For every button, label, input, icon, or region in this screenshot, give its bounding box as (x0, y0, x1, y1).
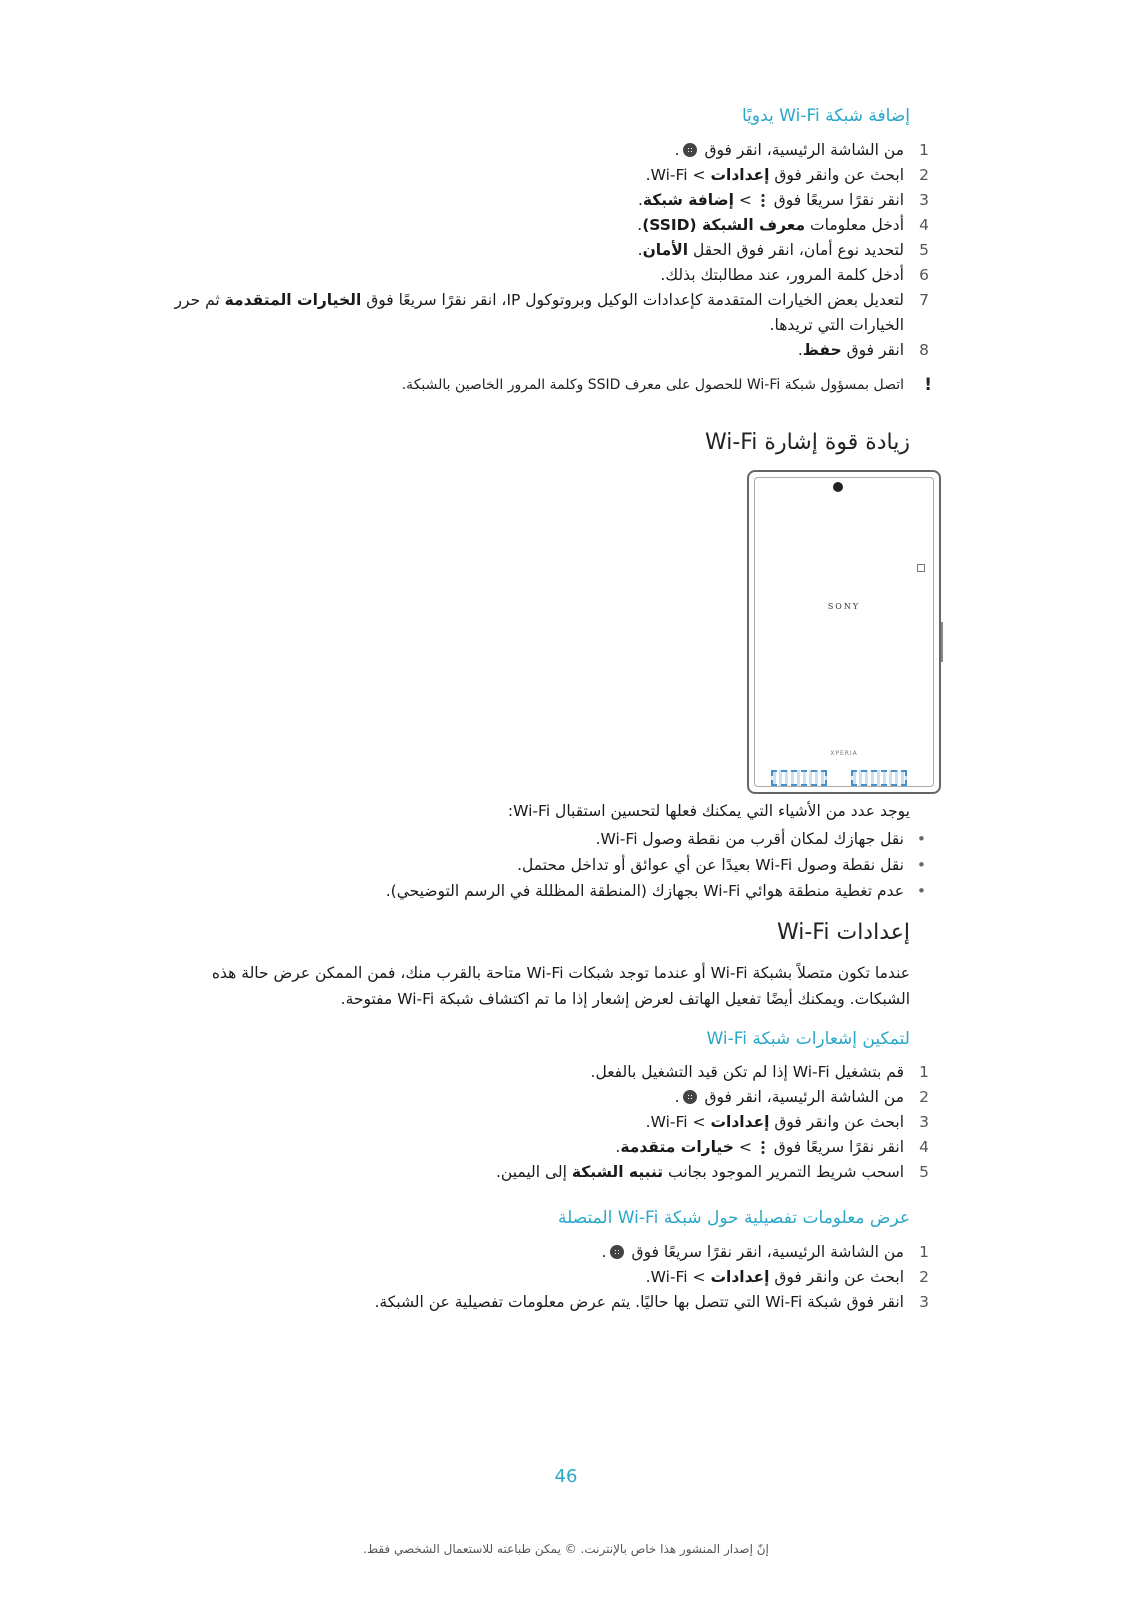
step-number: 3 (919, 191, 929, 209)
step-item (152, 188, 932, 213)
tablet-body (754, 477, 934, 787)
ui-term: إعدادات (710, 1268, 770, 1286)
step-text-part: ابحث عن وانقر فوق (769, 1268, 904, 1286)
antenna-area-left (771, 770, 827, 786)
step-number: 4 (919, 216, 929, 234)
step-separator: > (733, 191, 757, 209)
step-item (152, 338, 932, 363)
step-text-part: من الشاشة الرئيسية، انقر فوق (699, 1088, 904, 1106)
step-text-part: أدخل كلمة المرور، عند مطالبتك بذلك. (660, 266, 904, 284)
apps-grid-icon (610, 1245, 624, 1259)
ui-term: الخيارات المتقدمة (224, 291, 362, 309)
step-text (602, 1240, 904, 1265)
section-heading: إعدادات Wi-Fi (776, 920, 910, 945)
footer-text: إنّ إصدار المنشور هذا خاص بالإنترنت. © يمكن طباعته للاستعمال الشخصي فقط. (363, 1542, 769, 1556)
step-number: 4 (919, 1138, 929, 1156)
section-heading: زيادة قوة إشارة Wi-Fi (704, 430, 910, 455)
steps-list-details (152, 1240, 932, 1315)
list-item-text: نقل نقطة وصول Wi-Fi بعيدًا عن أي عوائق أو تداخل محتمل. (517, 856, 904, 874)
step-item (152, 1110, 932, 1135)
steps-list-notifications (152, 1060, 932, 1185)
bullet-icon: • (916, 830, 926, 848)
step-text (164, 288, 904, 338)
step-number: 1 (919, 1063, 929, 1081)
overflow-menu-icon (761, 193, 765, 207)
ui-term: إضافة شبكة (642, 191, 734, 209)
note-text: اتصل بمسؤول شبكة Wi-Fi للحصول على معرف SSID وكلمة المرور الخاصين بالشبكة. (401, 377, 904, 393)
step-text-part: . (797, 341, 803, 359)
step-item (152, 213, 932, 238)
step-number: 2 (919, 1088, 929, 1106)
step-text-part: ابحث عن وانقر فوق (769, 166, 904, 184)
step-text-part: > Wi-Fi. (645, 166, 711, 184)
step-number: 3 (919, 1293, 929, 1311)
step-number: 6 (919, 266, 929, 284)
section-subheading: إضافة شبكة Wi-Fi يدويًا (741, 106, 910, 126)
step-separator: > (733, 1138, 757, 1156)
ui-term: إعدادات (710, 1113, 770, 1131)
step-text (798, 338, 904, 363)
step-text-part: . (615, 1138, 621, 1156)
list-item (152, 852, 932, 878)
step-text-part: إلى اليمين. (496, 1163, 572, 1181)
step-text-part: ثم حرر الخيارات التي تريدها. (174, 291, 904, 334)
apps-grid-icon (683, 143, 697, 157)
step-text (638, 238, 904, 263)
paragraph: عندما تكون متصلاً بشبكة Wi-Fi أو عندما توجد شبكات Wi-Fi متاحة بالقرب منك، فمن الممكن عرض حالة هذه الشبكات. ويمكنك أيضًا تفعيل الهاتف لعرض إشعار إذا ما تم اكتشاف شبكة Wi-Fi مفتوحة. (211, 964, 910, 1008)
step-number: 1 (919, 1243, 929, 1261)
step-item (152, 288, 932, 338)
step-text-part: أدخل معلومات (805, 216, 904, 234)
step-text-part: . (637, 216, 643, 234)
ui-term: إعدادات (710, 166, 770, 184)
step-text-part: لتعديل بعض الخيارات المتقدمة كإعدادات الوكيل وبروتوكول IP، انقر نقرًا سريعًا فوق (361, 291, 904, 309)
warning-icon: ! (924, 375, 932, 395)
section-subheading: لتمكين إشعارات شبكة Wi-Fi (706, 1029, 910, 1049)
step-text-part: انقر نقرًا سريعًا فوق (768, 1138, 904, 1156)
step-text (637, 213, 904, 238)
step-item (152, 1060, 932, 1085)
step-number: 2 (919, 166, 929, 184)
list-item (152, 878, 932, 904)
apps-grid-icon (683, 1090, 697, 1104)
step-text (615, 1135, 904, 1160)
tablet-brand: SONY (827, 602, 861, 611)
step-item (152, 238, 932, 263)
step-item (152, 163, 932, 188)
step-item (152, 138, 932, 163)
tablet-model: XPERIA (830, 750, 858, 757)
tips-list (152, 826, 932, 904)
step-number: 5 (919, 1163, 929, 1181)
step-number: 3 (919, 1113, 929, 1131)
step-number: 8 (919, 341, 929, 359)
bullet-icon: • (916, 856, 926, 874)
bullet-icon: • (916, 882, 926, 900)
step-number: 1 (919, 141, 929, 159)
step-number: 7 (919, 291, 929, 309)
ui-term: خيارات متقدمة (620, 1138, 734, 1156)
step-text (646, 163, 904, 188)
list-item-text: نقل جهازك لمكان أقرب من نقطة وصول Wi-Fi. (595, 830, 904, 848)
page-number: 46 (554, 1466, 578, 1487)
step-text-part: اسحب شريط التمرير الموجود بجانب (663, 1163, 904, 1181)
step-text-part: . (637, 241, 643, 259)
step-item (152, 1085, 932, 1110)
step-text (638, 188, 904, 213)
step-item (152, 1265, 932, 1290)
step-text-part: لتحديد نوع أمان، انقر فوق الحقل (688, 241, 904, 259)
step-text (646, 1110, 904, 1135)
step-text-part: . (637, 191, 643, 209)
step-text-part: انقر فوق شبكة Wi-Fi التي تتصل بها حاليًا. يتم عرض معلومات تفصيلية عن الشبكة. (374, 1293, 904, 1311)
tablet-back-illustration (747, 470, 941, 794)
ui-term: معرف الشبكة (SSID) (642, 216, 806, 234)
step-text-part: > Wi-Fi. (645, 1113, 711, 1131)
list-item (152, 826, 932, 852)
step-text-part: انقر نقرًا سريعًا فوق (768, 191, 904, 209)
ui-term: حفظ (802, 341, 842, 359)
step-text-part: ابحث عن وانقر فوق (769, 1113, 904, 1131)
step-item (152, 1290, 932, 1315)
flash-sensor (917, 564, 925, 572)
step-text-part: من الشاشة الرئيسية، انقر نقرًا سريعًا فوق (626, 1243, 904, 1261)
step-text (675, 138, 904, 163)
step-text (660, 263, 904, 288)
steps-list-add-wifi (152, 138, 932, 363)
step-text-part: . (674, 141, 680, 159)
list-item-text: عدم تغطية منطقة هوائي Wi-Fi بجهازك (المنطقة المظللة في الرسم التوضيحي). (385, 882, 904, 900)
step-item (152, 1240, 932, 1265)
step-text-part: . (674, 1088, 680, 1106)
step-text-part: من الشاشة الرئيسية، انقر فوق (699, 141, 904, 159)
step-text-part: . (601, 1243, 607, 1261)
step-number: 2 (919, 1268, 929, 1286)
ui-term: تنبيه الشبكة (571, 1163, 664, 1181)
side-button (941, 622, 943, 662)
antenna-area-right (851, 770, 907, 786)
step-text (496, 1160, 904, 1185)
camera-icon (833, 482, 843, 492)
step-text (374, 1290, 904, 1315)
step-text-part: انقر فوق (841, 341, 904, 359)
step-text-part: قم بتشغيل Wi-Fi إذا لم تكن قيد التشغيل بالفعل. (590, 1063, 904, 1081)
section-subheading: عرض معلومات تفصيلية حول شبكة Wi-Fi المتصلة (557, 1208, 910, 1228)
step-item (152, 1160, 932, 1185)
ui-term: الأمان (642, 241, 689, 259)
step-number: 5 (919, 241, 929, 259)
step-text (675, 1085, 904, 1110)
intro-text: يوجد عدد من الأشياء التي يمكنك فعلها لتحسين استقبال Wi-Fi: (507, 802, 910, 820)
step-text (646, 1265, 904, 1290)
step-item (152, 1135, 932, 1160)
step-item (152, 263, 932, 288)
overflow-menu-icon (761, 1140, 765, 1154)
step-text (591, 1060, 904, 1085)
step-text-part: > Wi-Fi. (645, 1268, 711, 1286)
